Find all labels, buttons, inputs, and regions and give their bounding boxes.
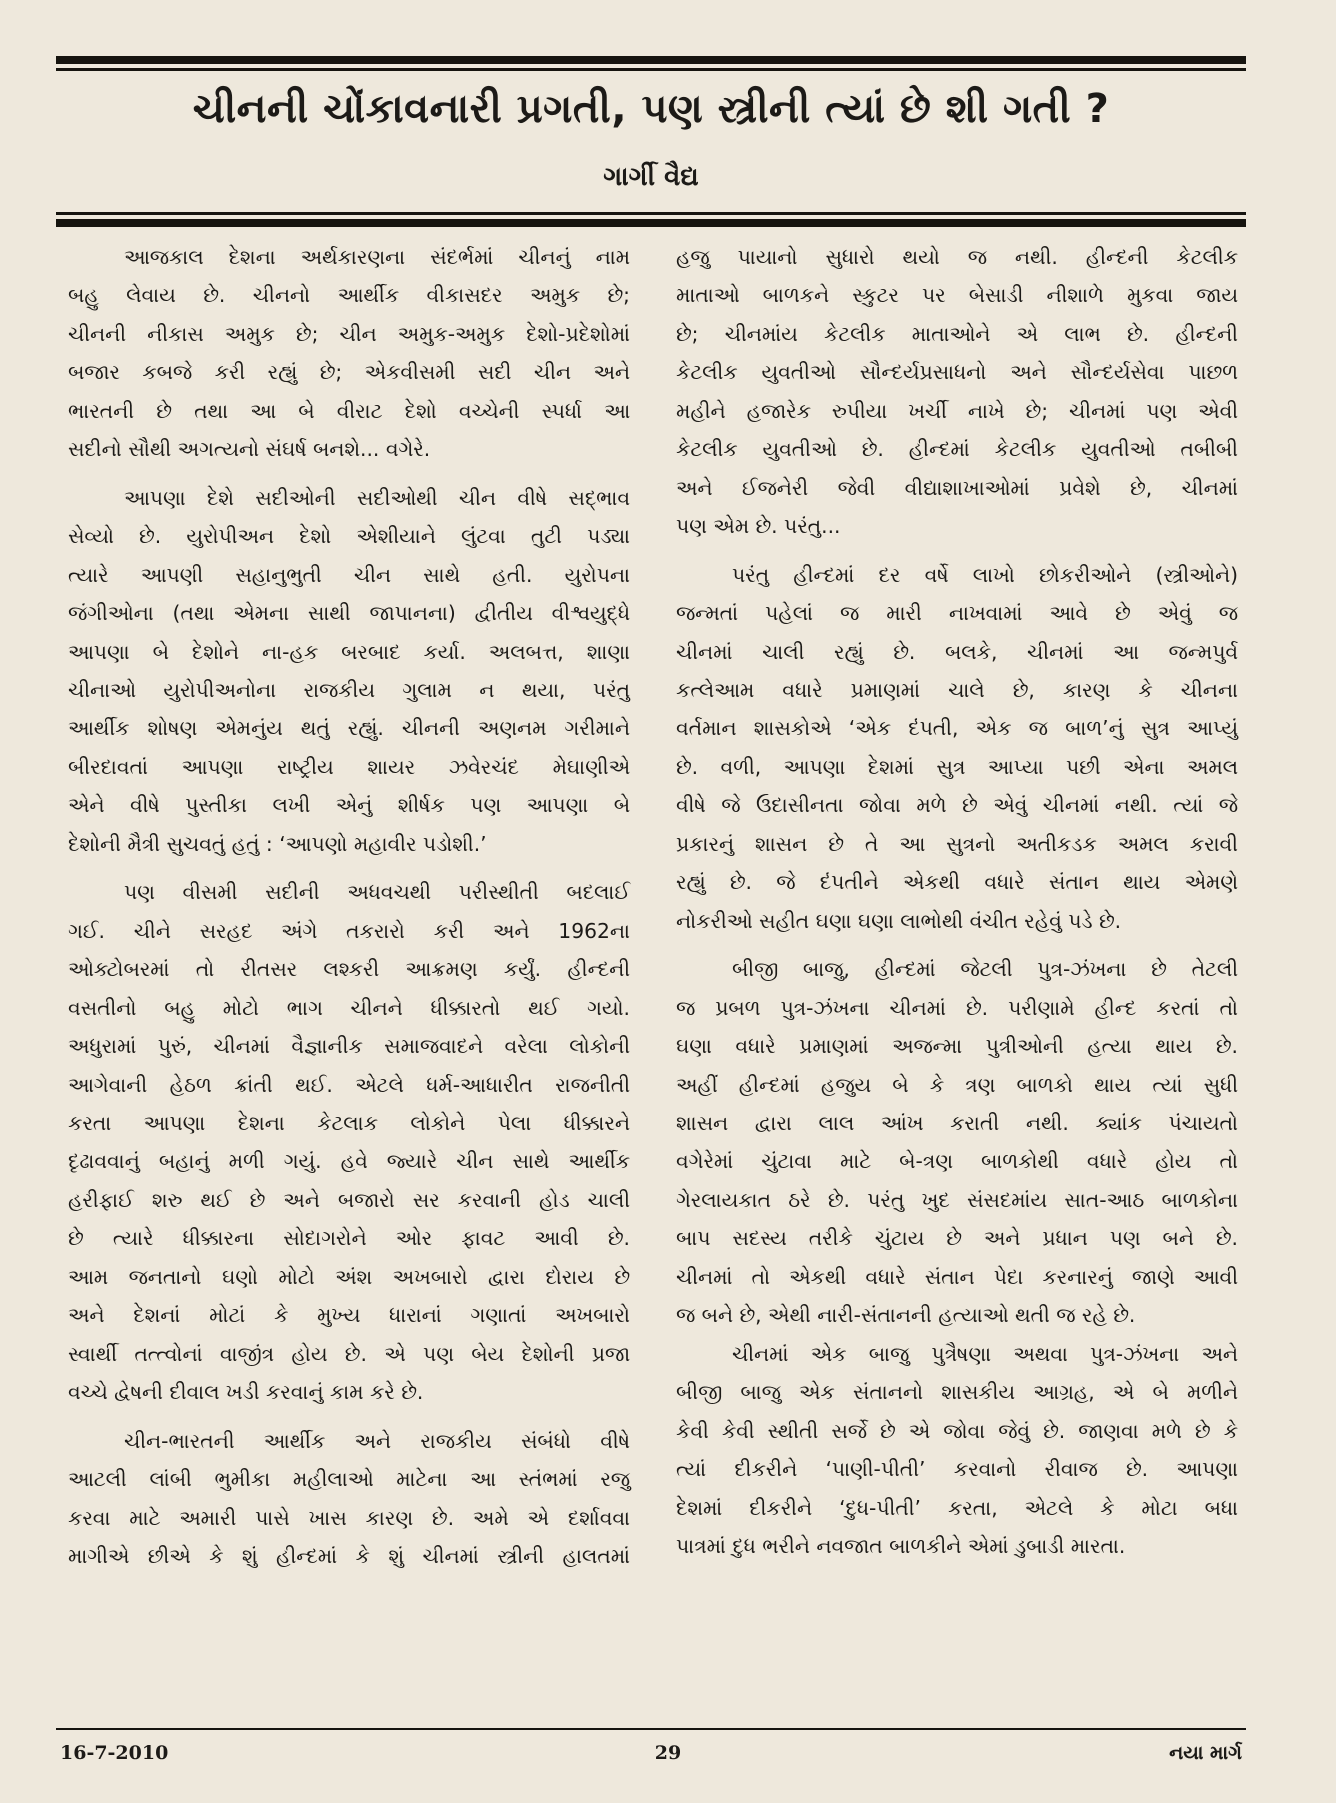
text-line: ચીનમાં એક બાજુ પુત્રૈષણા અથવા પુત્ર-ઝંખના અને xyxy=(732,1341,1238,1366)
text-line: આગેવાની હેઠળ ક્રાંતી થઈ. એટલે ધર્મ-આધારીત રાજનીતી xyxy=(68,1072,630,1097)
text-line: ગેરલાયકાત ઠરે છે. પરંતુ ખુદ સંસદમાંય સાત-આઠ બાળકોના xyxy=(676,1187,1238,1212)
text-line: વસતીનો બહુ મોટો ભાગ ચીનને ધીક્કારતો થઈ ગયો. xyxy=(68,995,630,1020)
text-line: ઓક્ટોબરમાં તો રીતસર લશ્કરી આક્રમણ કર્યું. હીન્દની xyxy=(68,957,630,982)
page-number: 29 xyxy=(654,1742,682,1764)
magazine-name: નયા માર્ગ xyxy=(1169,1742,1242,1764)
text-line: કેટલીક યુવતીઓ સૌન્દર્યપ્રસાધનો અને સૌન્દર્યસેવા પાછળ xyxy=(676,360,1238,385)
text-line: ત્યારે આપણી સહાનુભુતી ચીન સાથે હતી. યુરોપના xyxy=(68,562,630,587)
text-line: જ બને છે, એથી નારી-સંતાનની હત્યાઓ થતી જ રહે છે. xyxy=(676,1303,1136,1328)
text-line: કેટલીક યુવતીઓ છે. હીન્દમાં કેટલીક યુવતીઓ તબીબી xyxy=(676,437,1238,462)
text-line: ઘણા વધારે પ્રમાણમાં અજન્મા પુત્રીઓની હત્યા થાય છે. xyxy=(676,1034,1238,1059)
text-line: છે ત્યારે ધીક્કારના સોદાગરોને ઓર ફાવટ આવી છે. xyxy=(68,1226,630,1251)
text-line: મહીને હજારેક રુપીયા ખર્ચી નાખે છે; ચીનમાં પણ એવી xyxy=(676,398,1238,423)
text-line: એને વીષે પુસ્તીકા લખી એનું શીર્ષક પણ આપણા બે xyxy=(68,793,630,818)
text-line: ભારતની છે તથા આ બે વીરાટ દેશો વચ્ચેની સ્પર્ધા આ xyxy=(68,398,630,423)
text-line: છે. વળી, આપણા દેશમાં સુત્ર આપ્યા પછી એના અમલ xyxy=(676,754,1238,779)
text-line: સદીનો સૌથી અગત્યનો સંઘર્ષ બનશે... વગેરે. xyxy=(68,437,431,462)
text-line: માગીએ છીએ કે શું હીન્દમાં કે શું ચીનમાં સ્ત્રીની હાલતમાં xyxy=(68,1543,630,1568)
text-line: વર્તમાન શાસકોએ ‘એક દંપતી, એક જ બાળ’નું સુત્ર આપ્યું xyxy=(676,716,1238,741)
text-line: બાપ સદસ્ય તરીકે ચુંટાય છે અને પ્રધાન પણ બને છે. xyxy=(676,1226,1238,1251)
top-rule xyxy=(56,56,1246,64)
text-line: જન્મતાં પહેલાં જ મારી નાખવામાં આવે છે એવું જ xyxy=(676,601,1238,626)
text-line: પ્રકારનું શાસન છે તે આ સુત્રનો અતીકડક અમલ કરાવી xyxy=(676,831,1238,856)
text-line: કેવી કેવી સ્થીતી સર્જે છે એ જોવા જેવું છે. જાણવા મળે છે કે xyxy=(676,1418,1238,1443)
header-rule-thin xyxy=(56,212,1246,215)
text-line: સ્વાર્થી તત્ત્વોનાં વાજીંત્ર હોય છે. એ પણ બેય દેશોની પ્રજા xyxy=(68,1341,630,1366)
text-line: બીજી બાજુ એક સંતાનનો શાસકીય આગ્રહ, એ બે મળીને xyxy=(676,1380,1238,1405)
text-line: કત્લેઆમ વધારે પ્રમાણમાં ચાલે છે, કારણ કે ચીનના xyxy=(676,677,1238,702)
text-line: વચ્ચે દ્વેષની દીવાલ ખડી કરવાનું કામ કરે છે. xyxy=(68,1380,424,1405)
right-column xyxy=(676,238,1238,1565)
text-line: પણ વીસમી સદીની અધવચથી પરીસ્થીતી બદલાઈ xyxy=(124,880,630,905)
footer-rule xyxy=(56,1728,1246,1730)
text-line: શાસન દ્વારા લાલ આંખ કરાતી નથી. ક્યાંક પંચાયતો xyxy=(676,1110,1238,1135)
text-line: આમ જનતાનો ઘણો મોટો અંશ અખબારો દ્વારા દોરાય છે xyxy=(68,1264,630,1289)
text-line: આપણા દેશે સદીઓની સદીઓથી ચીન વીષે સદ્ભાવ xyxy=(124,485,630,510)
text-line: સેવ્યો છે. યુરોપીઅન દેશો એશીયાને લુંટવા તુટી પડ્યા xyxy=(68,524,630,549)
top-rule-thin xyxy=(56,68,1246,71)
text-line: માતાઓ બાળકને સ્કુટર પર બેસાડી નીશાળે મુકવા જાય xyxy=(676,283,1238,308)
text-line: આટલી લાંબી ભુમીકા મહીલાઓ માટેના આ સ્તંભમાં રજુ xyxy=(68,1467,630,1492)
text-line: બજાર કબજે કરી રહ્યું છે; એકવીસમી સદી ચીન અને xyxy=(68,360,630,385)
text-line: અને ઈજનેરી જેવી વીદ્યાશાખાઓમાં પ્રવેશે છે, ચીનમાં xyxy=(676,475,1238,500)
text-line: હરીફાઈ શરુ થઈ છે અને બજારો સર કરવાની હોડ ચાલી xyxy=(68,1187,630,1212)
text-line: અહીં હીન્દમાં હજુય બે કે ત્રણ બાળકો થાય ત્યાં સુધી xyxy=(676,1072,1238,1097)
text-line: પણ એમ છે. પરંતુ... xyxy=(676,514,841,539)
text-line: આપણા બે દેશોને ના-હક બરબાદ કર્યા. અલબત્ત, શાણા xyxy=(68,639,630,664)
text-line: વગેરેમાં ચુંટાવા માટે બે-ત્રણ બાળકોથી વધારે હોય તો xyxy=(676,1149,1238,1174)
text-line: દેશોની મૈત્રી સુચવતું હતું : ‘આપણો મહાવીર પડોશી.’ xyxy=(68,831,487,856)
text-line: આજકાલ દેશના અર્થકારણના સંદર્ભમાં ચીનનું નામ xyxy=(124,245,630,269)
issue-date: 16-7-2010 xyxy=(60,1742,169,1764)
text-line: ચીન-ભારતની આર્થીક અને રાજકીય સંબંધો વીષે xyxy=(124,1428,630,1453)
text-line: છે; ચીનમાંય કેટલીક માતાઓને એ લાભ છે. હીન્દની xyxy=(676,321,1238,346)
text-line: ચીનમાં તો એકથી વધારે સંતાન પેદા કરનારનું જાણે આવી xyxy=(676,1264,1238,1289)
text-line: બીજી બાજુ, હીન્દમાં જેટલી પુત્ર-ઝંખના છે તેટલી xyxy=(732,957,1238,982)
text-line: નોકરીઓ સહીત ઘણા ઘણા લાભોથી વંચીત રહેવું પડે છે. xyxy=(676,908,1122,933)
header-rule xyxy=(56,219,1246,227)
text-line: કરવા માટે અમારી પાસે ખાસ કારણ છે. અમે એ દર્શાવવા xyxy=(68,1505,630,1530)
left-column xyxy=(68,238,630,1575)
text-line: ચીનાઓ યુરોપીઅનોના રાજકીય ગુલામ ન થયા, પરંતુ xyxy=(68,677,630,702)
text-line: આર્થીક શોષણ એમનુંય થતું રહ્યું. ચીનની અણનમ ગરીમાને xyxy=(68,716,630,741)
article-author: ગાર્ગી વૈદ્ય xyxy=(603,162,699,192)
text-line: ત્યાં દીકરીને ‘પાણી-પીતી’ કરવાનો રીવાજ છે. આપણા xyxy=(676,1457,1238,1482)
text-line: ચીનની નીકાસ અમુક છે; ચીન અમુક-અમુક દેશો-પ્રદેશોમાં xyxy=(68,321,630,346)
text-line: જ પ્રબળ પુત્ર-ઝંખના ચીનમાં છે. પરીણામે હીન્દ કરતાં તો xyxy=(676,995,1238,1020)
text-line: બહુ લેવાય છે. ચીનનો આર્થીક વીકાસદર અમુક છે; xyxy=(68,283,630,308)
text-line: વીષે જે ઉદાસીનતા જોવા મળે છે એવું ચીનમાં નથી. ત્યાં જે xyxy=(676,793,1238,818)
article-title: ચીનની ચોંકાવનારી પ્રગતી, પણ સ્ત્રીની ત્યાં છે શી ગતી ? xyxy=(192,86,1110,132)
text-line: ગઈ. ચીને સરહદ અંગે તકરારો કરી અને 1962ના xyxy=(68,918,630,943)
text-line: બીરદાવતાં આપણા રાષ્ટ્રીય શાયર ઝવેરચંદ મેઘાણીએ xyxy=(68,754,630,779)
text-line: અધુરામાં પુરું, ચીનમાં વૈજ્ઞાનીક સમાજવાદને વરેલા લોકોની xyxy=(68,1034,630,1059)
text-line: રહ્યું છે. જે દંપતીને એકથી વધારે સંતાન થાય એમણે xyxy=(676,870,1238,895)
text-line: દેશમાં દીકરીને ‘દુધ-પીતી’ કરતા, એટલે કે મોટા બધા xyxy=(676,1495,1238,1520)
text-line: કરતા આપણા દેશના કેટલાક લોકોને પેલા ધીક્કારને xyxy=(68,1110,630,1135)
text-line: દૃઢાવવાનું બહાનું મળી ગયું. હવે જ્યારે ચીન સાથે આર્થીક xyxy=(68,1149,630,1174)
text-line: ચીનમાં ચાલી રહ્યું છે. બલકે, ચીનમાં આ જન્મપુર્વ xyxy=(676,639,1238,664)
text-line: હજુ પાયાનો સુધારો થયો જ નથી. હીન્દની કેટલીક xyxy=(676,245,1238,269)
text-line: પાત્રમાં દુધ ભરીને નવજાત બાળકીને એમાં ડુબાડી મારતા. xyxy=(676,1533,1126,1558)
text-line: પરંતુ હીન્દમાં દર વર્ષે લાખો છોકરીઓને (સ્ત્રીઓને) xyxy=(732,562,1238,587)
text-line: અને દેશનાં મોટાં કે મુખ્ય ધારાનાં ગણાતાં અખબારો xyxy=(68,1303,630,1328)
text-line: જંગીઓના (તથા એમના સાથી જાપાનના) દ્વીતીય વીશ્વયુદ્ધે xyxy=(68,601,630,626)
